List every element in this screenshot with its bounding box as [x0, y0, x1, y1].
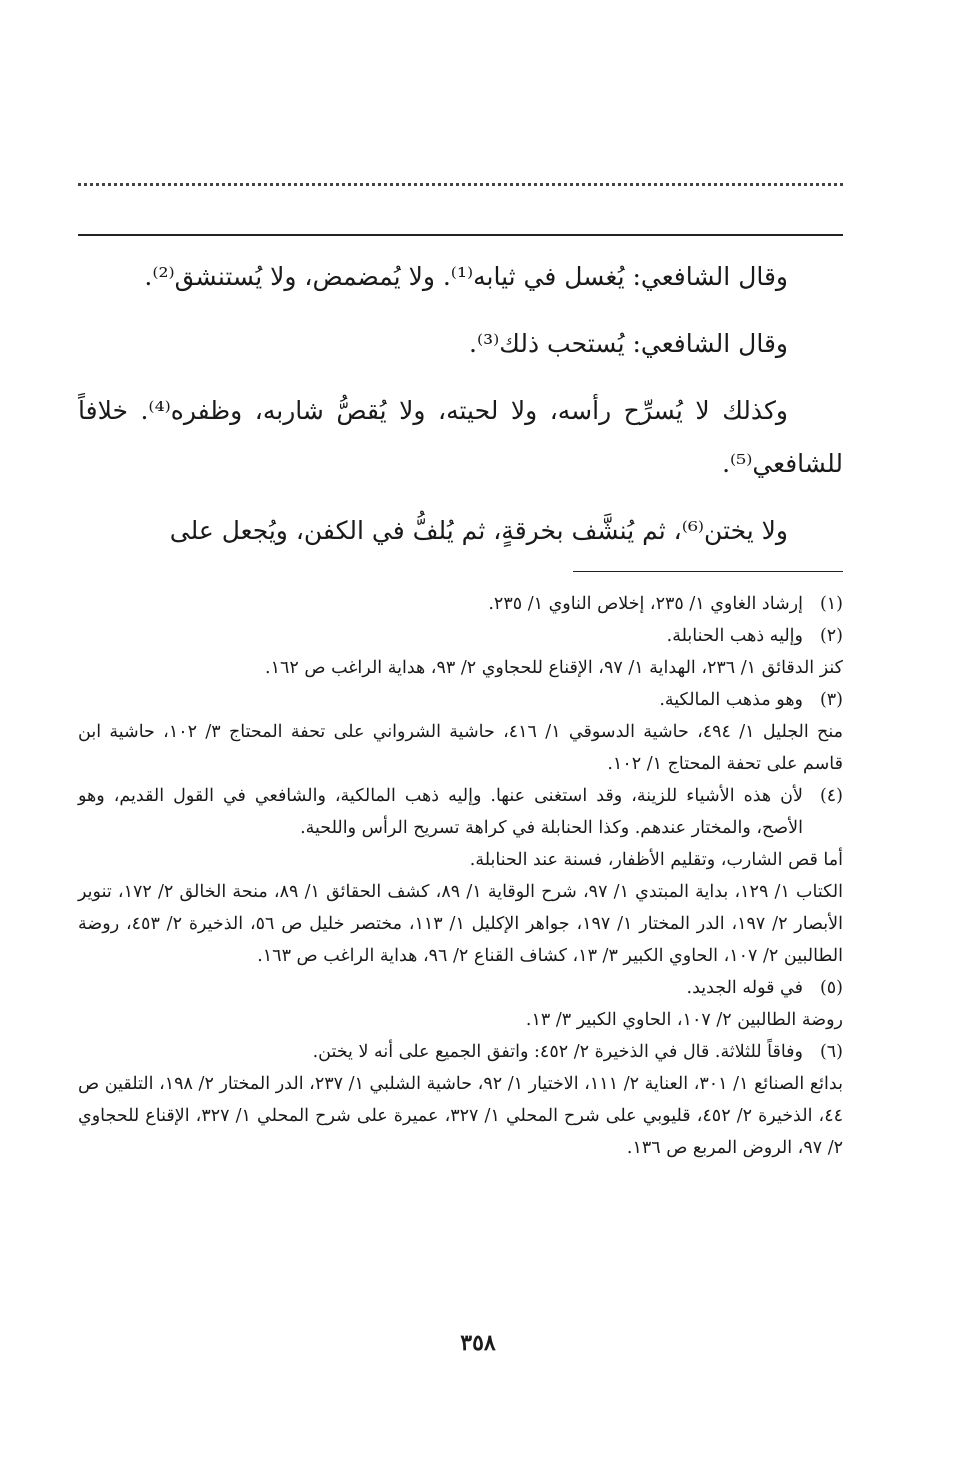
footnote-references: الكتاب ١/ ١٢٩، بداية المبتدي ١/ ٩٧، شرح الوقاية ١/ ٨٩، كشف الحقائق ١/ ٨٩، منحة الخالق ٢/ ١٧٢، تنوير الأبصار ٢/ ١٩٧، الدر المختار ١/ ١٩٧، جواهر الإكليل ١/ ١١٣، مختصر خليل ص ٥٦، الذخيرة ٢/ ٤٥٣، روضة الطالبين ٢/ ١٠٧، الحاوي الكبير ٣/ ١٣، كشاف القناع ٢/ ٩٦، هداية الراغب ص ١٦٣.	[78, 882, 843, 966]
footnote-references: منح الجليل ١/ ٤٩٤، حاشية الدسوقي ١/ ٤١٦، حاشية الشرواني على تحفة المحتاج ٣/ ١٠٢، حاشية ابن قاسم على تحفة المحتاج ١/ ١٠٢.	[78, 722, 843, 774]
main-text-block	[78, 250, 843, 571]
footnote-4	[78, 780, 843, 844]
header-rule	[78, 234, 843, 236]
footnote-text: إرشاد الغاوي ١/ ٢٣٥، إخلاص الناوي ١/ ٢٣٥.	[488, 594, 803, 614]
footnote-number: (٥)	[819, 978, 843, 998]
footnote-1	[78, 588, 843, 620]
footnotes-section	[78, 588, 843, 1164]
footnote-text: وإليه ذهب الحنابلة.	[666, 626, 803, 646]
footnote-text: وفاقاً للثلاثة. قال في الذخيرة ٢/ ٤٥٢: واتفق الجميع على أنه لا يختن.	[312, 1042, 803, 1062]
footnote-number: (٦)	[819, 1042, 843, 1062]
paragraph-2: وقال الشافعي: يُستحب ذلك⁽³⁾.	[469, 329, 788, 358]
footnote-number: (٣)	[819, 690, 843, 710]
footnote-note: أما قص الشارب، وتقليم الأظفار، فسنة عند الحنابلة.	[469, 850, 843, 870]
footnote-separator	[573, 571, 843, 572]
page-number: ٣٥٨	[460, 1330, 496, 1356]
footnote-5	[78, 972, 843, 1004]
footnote-3	[78, 684, 843, 716]
footnote-number: (٤)	[819, 786, 843, 806]
footnote-text: وهو مذهب المالكية.	[659, 690, 803, 710]
footnote-2	[78, 620, 843, 652]
footnote-number: (١)	[819, 594, 843, 614]
footnote-6	[78, 1036, 843, 1068]
paragraph-4: ولا يختن⁽⁶⁾، ثم يُنشَّف بخرقةٍ، ثم يُلفُّ في الكفن، ويُجعل على	[169, 516, 788, 545]
dotted-separator	[78, 183, 843, 186]
paragraph-1: وقال الشافعي: يُغسل في ثيابه⁽¹⁾. ولا يُمضمض، ولا يُستنشق⁽²⁾.	[144, 262, 788, 291]
footnote-text: في قوله الجديد.	[686, 978, 803, 998]
footnote-references: روضة الطالبين ٢/ ١٠٧، الحاوي الكبير ٣/ ١٣.	[525, 1010, 843, 1030]
footnote-references: بدائع الصنائع ١/ ٣٠١، العناية ٢/ ١١١، الاختيار ١/ ٩٢، حاشية الشلبي ١/ ٢٣٧، الدر المختار ٢/ ١٩٨، التلقين ص ٤٤، الذخيرة ٢/ ٤٥٢، قليوبي على شرح المحلي ١/ ٣٢٧، عميرة على شرح المحلي ١/ ٣٢٧، الإقناع للحجاوي ٢/ ٩٧، الروض المربع ص ١٣٦.	[78, 1074, 844, 1158]
footnote-number: (٢)	[819, 626, 843, 646]
paragraph-3: وكذلك لا يُسرِّح رأسه، ولا لحيته، ولا يُقصُّ شاربه، وظفره⁽⁴⁾. خلافاً للشافعي⁽⁵⁾.	[78, 396, 843, 478]
footnote-text: لأن هذه الأشياء للزينة، وقد استغنى عنها. وإليه ذهب المالكية، والشافعي في القول القديم، وهو الأصح، والمختار عندهم. وكذا الحنابلة في كراهة تسريح الرأس واللحية.	[78, 786, 803, 838]
footnote-references: كنز الدقائق ١/ ٢٣٦، الهداية ١/ ٩٧، الإقناع للحجاوي ٢/ ٩٣، هداية الراغب ص ١٦٢.	[265, 658, 843, 678]
